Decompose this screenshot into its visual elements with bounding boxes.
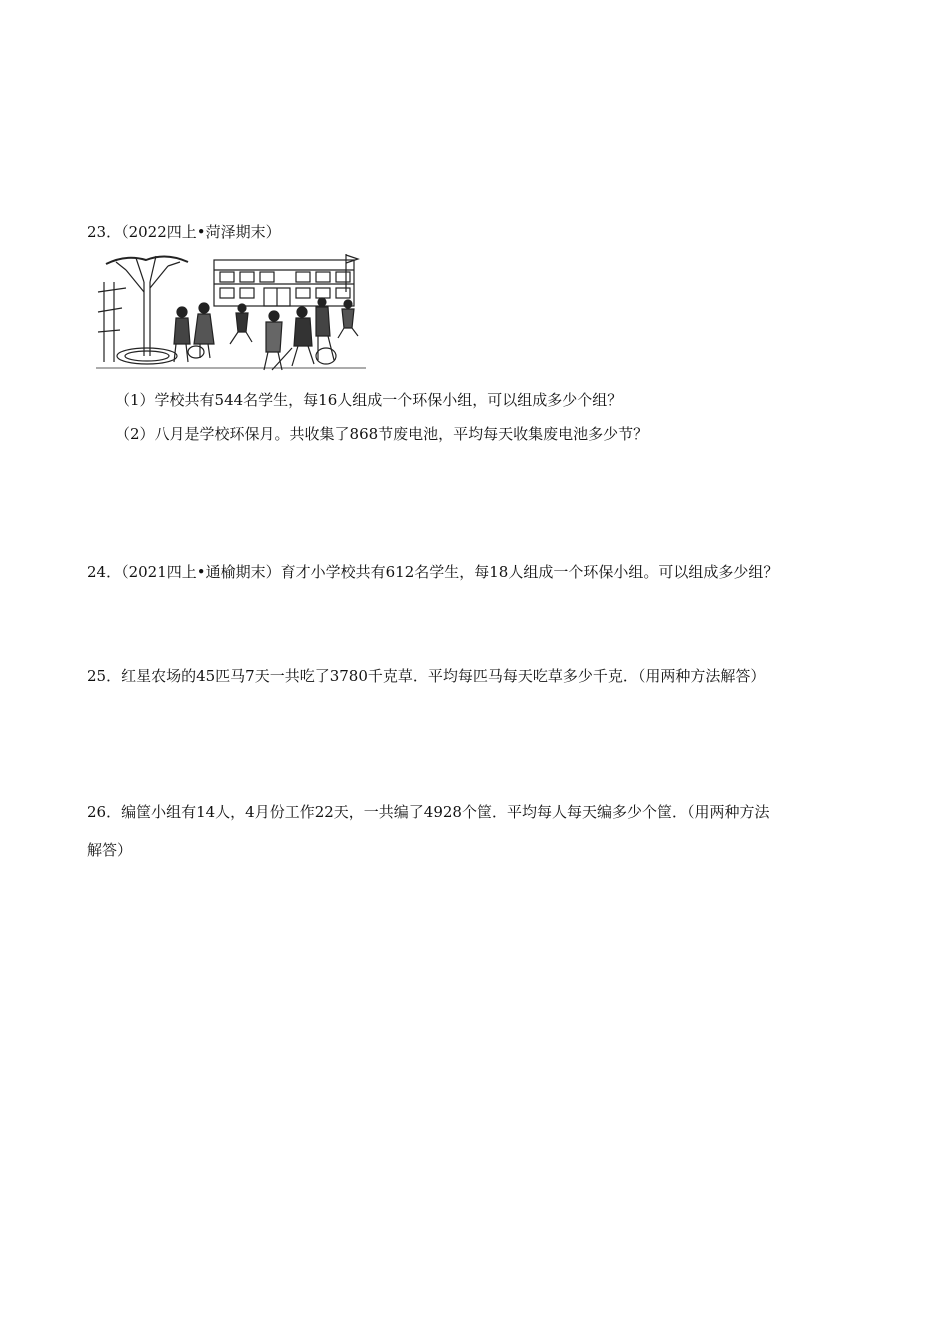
school-cleanup-illustration: [96, 252, 366, 374]
question-23-part-1: （1）学校共有544名学生，每16人组成一个环保小组，可以组成多少个组？: [115, 391, 623, 409]
question-25: 25．红星农场的45匹马7天一共吃了3780千克草．平均每匹马每天吃草多少千克．（用两种方法解答）: [87, 667, 766, 685]
question-23-header: 23．（2022四上•菏泽期末）: [87, 223, 281, 241]
question-26-line-2: 解答）: [87, 841, 133, 859]
question-23-part-2: （2）八月是学校环保月。共收集了868节废电池，平均每天收集废电池多少节？: [115, 425, 649, 443]
question-24: 24．（2021四上•通榆期末）育才小学校共有612名学生，每18人组成一个环保小组。可以组成多少组？: [87, 563, 779, 581]
question-26-line-1: 26．编筐小组有14人，4月份工作22天，一共编了4928个筐．平均每人每天编多少个筐．（用两种方法: [87, 803, 770, 821]
